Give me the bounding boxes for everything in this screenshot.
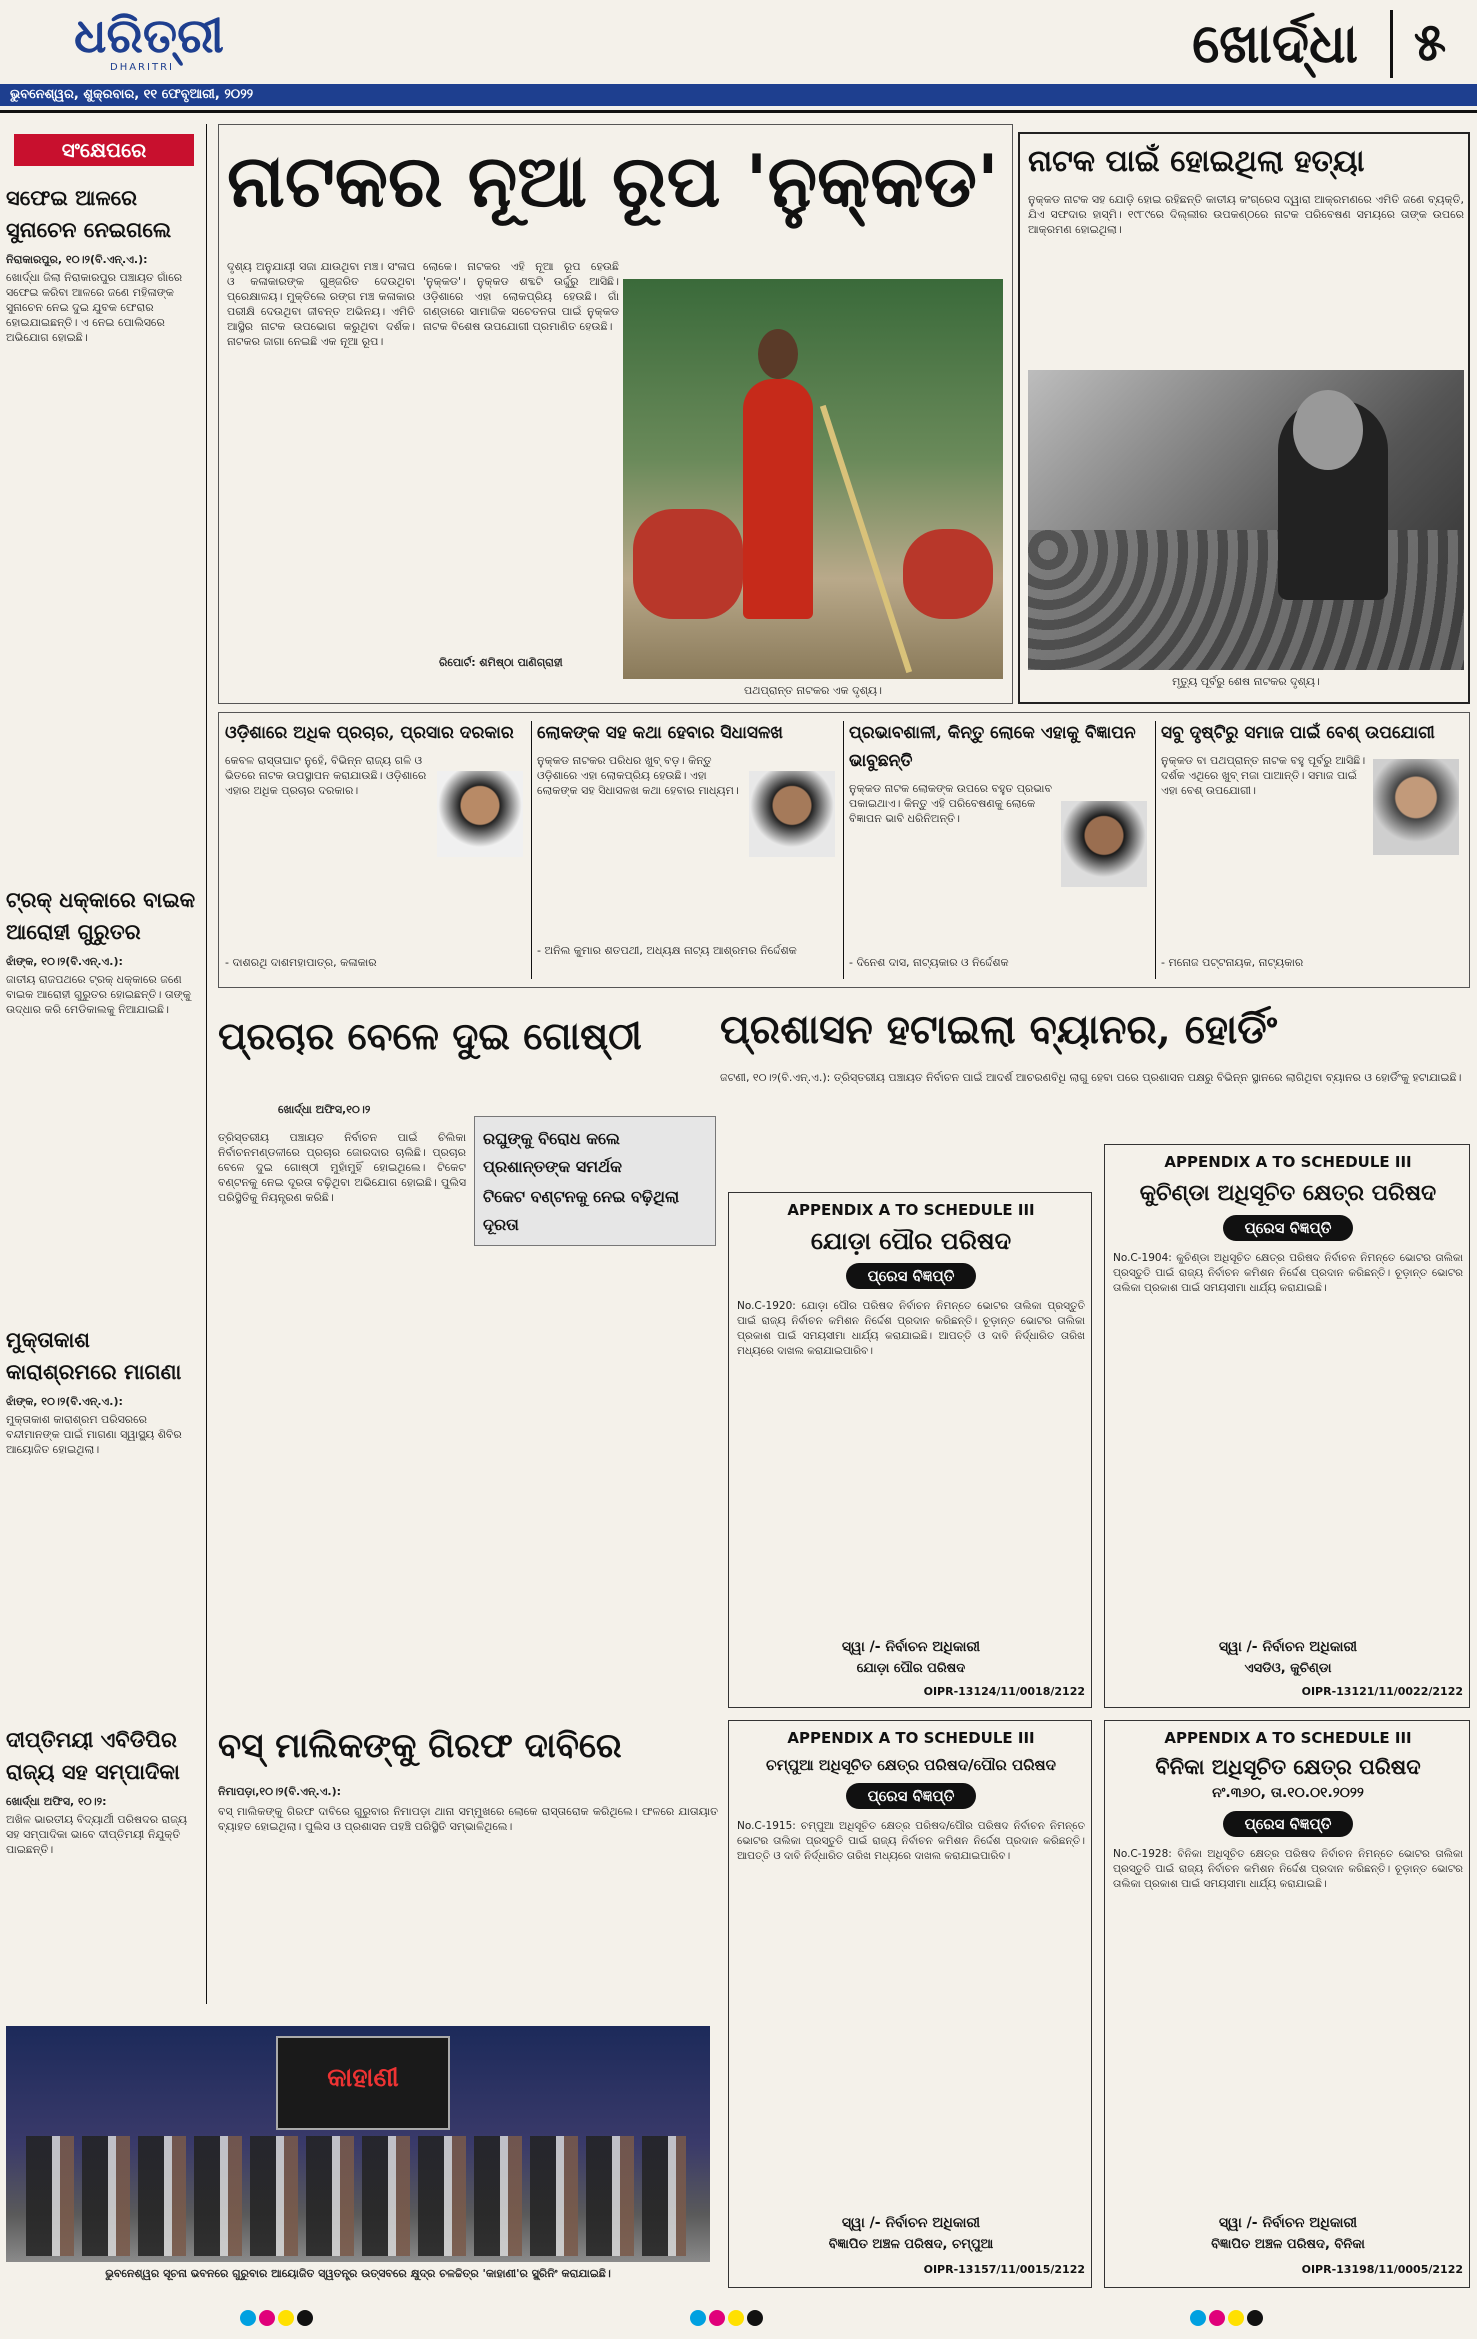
- opinion-card: [225, 719, 525, 981]
- notice-sign: ସ୍ୱା /- ନିର୍ବାଚନ ଅଧିକାରୀ: [1218, 1639, 1358, 1655]
- notice-title: ଯୋଡ଼ା ପୌର ପରିଷଦ: [810, 1226, 1012, 1255]
- opinion-headline: ଲୋକଙ୍କ ସହ କଥା ହେବାର ସିଧାସଳଖ: [537, 723, 783, 743]
- brief-body: ଜାତୀୟ ରାଜପଥରେ ଟ୍ରକ୍ ଧକ୍କାରେ ଜଣେ ବାଇକ ଆରୋହୀ ଗୁରୁତର ହୋଇଛନ୍ତି। ତାଙ୍କୁ ଉଦ୍ଧାର କରି ମେଡିକାଲକୁ ନିଆଯାଇଛି।: [6, 973, 191, 1016]
- notice-pill-wrap: [1105, 1215, 1471, 1245]
- opinion-divider: [1155, 721, 1156, 979]
- section-divider: [1390, 10, 1393, 78]
- story-headline: ବସ୍ ମାଲିକଙ୍କୁ ଗିରଫ ଦାବିରେ: [218, 1726, 622, 1766]
- staff-prop: [820, 405, 912, 673]
- opinion-byline: - ମନୋଜ ପଟ୍ଟନାୟକ, ନାଟ୍ୟକାର: [1161, 956, 1304, 969]
- portrait: [749, 771, 835, 857]
- notice-sign: ସ୍ୱା /- ନିର୍ବାଚନ ଅଧିକାରୀ: [841, 1639, 981, 1655]
- brief-title: ଟ୍ରକ୍ ଧକ୍କାରେ ବାଇକ ଆରୋହୀ ଗୁରୁତର: [6, 887, 196, 944]
- lead-photo-caption: ପଥପ୍ରାନ୍ତ ନାଟକର ଏକ ଦୃଶ୍ୟ।: [744, 684, 882, 697]
- brief-label: ସଂକ୍ଷେପରେ: [14, 134, 194, 166]
- brief-body: ଖୋର୍ଦ୍ଧା ଜିଲା ନିରାକାରପୁର ପଞ୍ଚାୟତ ଗାଁରେ ସଫେଇ କରିବା ଆଳରେ ଜଣେ ମହିଳାଙ୍କ ସୁନାଚେନ ନେଇ ଦୁଇ ଯୁବକ ଫେରାର ହୋଇଯାଇଛନ୍ତି। ଏ ନେଇ ପୋଲିସରେ ଅଭିଯୋଗ ହୋଇଛି।: [6, 271, 183, 344]
- notice-box: [728, 1720, 1092, 2288]
- opinion-byline: - ଦିନେଶ ଦାସ, ନାଟ୍ୟକାର ଓ ନିର୍ଦ୍ଦେଶକ: [849, 956, 1009, 969]
- notice-title: ବିନିକା ଅଧିସୂଚିତ କ୍ଷେତ୍ର ପରିଷଦ: [1155, 1754, 1421, 1779]
- notice-ref: OIPR-13121/11/0022/2122: [1301, 1685, 1463, 1698]
- lead-story: [218, 124, 1013, 704]
- story-dateline: ନିମାପଡ଼ା,୧୦।୨(ବି.ଏନ୍.ଏ.):: [218, 1785, 342, 1798]
- press-release-pill: ପ୍ରେସ ବିଜ୍ଞପ୍ତି: [1223, 1215, 1354, 1241]
- notice-appendix: APPENDIX A TO SCHEDULE III: [787, 1729, 1035, 1747]
- notice-title: କୁଚିଣ୍ଡା ଅଧିସୂଚିତ କ୍ଷେତ୍ର ପରିଷଦ: [1139, 1180, 1437, 1206]
- performer-head: [758, 329, 798, 379]
- opinion-divider: [843, 721, 844, 979]
- poster-title: କାହାଣୀ: [327, 2063, 399, 2093]
- opinion-card: [537, 719, 837, 981]
- press-release-pill: ପ୍ରେସ ବିଜ୍ଞପ୍ତି: [846, 1263, 977, 1289]
- notice-box: [1104, 1144, 1470, 1708]
- brief-body: ମୁକ୍ତାକାଶ କାରାଶ୍ରମ ପରିସରରେ ବନ୍ଦୀମାନଙ୍କ ପାଇଁ ମାଗଣା ସ୍ୱାସ୍ଥ୍ୟ ଶିବିର ଆୟୋଜିତ ହୋଇଥିଲା।: [6, 1413, 182, 1456]
- lead-body-right: ଲୋକେ। ନାଟକର ଏହି ନୂଆ ରୂପ ହେଉଛି 'ନୁକ୍କଡ'। ନୁକ୍କଡ ଶବ୍ଦଟି ଉର୍ଦ୍ଦୁରୁ ଆସିଛି। ଓଡ଼ିଶାରେ ଏହା ଲୋକପ୍ରିୟ ହେଉଛି। ଗାଁ ଗଣ୍ଡାରେ ସାମାଜିକ ସଚେତନତା ପାଇଁ ନୁକ୍କଡ ନାଟକ ବିଶେଷ ଉପଯୋଗୀ ପ୍ରମାଣିତ ହେଉଛି।: [423, 260, 619, 333]
- people-row: [26, 2136, 686, 2256]
- highlight-item: ଟିକେଟ ବଣ୍ଟନକୁ ନେଇ ବଢ଼ିଥିଲା ଦୂରତା: [483, 1187, 680, 1234]
- dateline: ଭୁବନେଶ୍ୱର, ଶୁକ୍ରବାର, ୧୧ ଫେବୃଆରୀ, ୨୦୨୨: [10, 87, 254, 102]
- notice-sign: ସ୍ୱା /- ନିର୍ବାଚନ ଅଧିକାରୀ: [1218, 2215, 1358, 2231]
- notice-body: No.C-1904: କୁଚିଣ୍ଡା ଅଧିସୂଚିତ କ୍ଷେତ୍ର ପରିଷଦ ନିର୍ବାଚନ ନିମନ୍ତେ ଭୋଟର ତାଲିକା ପ୍ରସ୍ତୁତି ପାଇଁ ରାଜ୍ୟ ନିର୍ବାଚନ କମିଶନ ନିର୍ଦ୍ଦେଶ ପ୍ରଦାନ କରିଛନ୍ତି। ଚୂଡ଼ାନ୍ତ ଭୋଟର ତାଲିକା ପ୍ରକାଶ ପାଇଁ ସମୟସୀମା ଧାର୍ଯ୍ୟ କରାଯାଇଛି।: [1113, 1252, 1463, 1294]
- brief-dateline: ଖୋର୍ଦ୍ଧା ଅଫିସ, ୧୦।୨:: [6, 1795, 107, 1808]
- opinion-byline: - ଦାଶରଥି ଦାଶମହାପାତ୍ର, କଳାକାର: [225, 956, 377, 969]
- notice-sign: ସ୍ୱା /- ନିର୍ବାଚନ ଅଧିକାରୀ: [841, 2215, 981, 2231]
- registration-marks: [1190, 2310, 1300, 2330]
- story-bus: [218, 1716, 718, 2016]
- highlight-box: [474, 1116, 716, 1246]
- notice-ref: OIPR-13157/11/0015/2122: [923, 2263, 1085, 2276]
- story-clash: [218, 1000, 718, 1690]
- screen-poster: [276, 2036, 450, 2130]
- performer-figure: [743, 379, 813, 619]
- press-release-pill: ପ୍ରେସ ବିଜ୍ଞପ୍ତି: [1223, 1811, 1354, 1837]
- sidebar-photo: [1028, 370, 1464, 670]
- highlight-item: ରଘୁଙ୍କୁ ବିରୋଧ କଲେ ପ୍ରଶାନ୍ତଙ୍କ ସମର୍ଥକ: [483, 1129, 622, 1176]
- sidebar-body: ନୁକ୍କଡ ନାଟକ ସହ ଯୋଡ଼ି ହୋଇ ରହିଛନ୍ତି କାତୀୟ କଂଗ୍ରେସ ଦ୍ୱାରା ଆକ୍ରମଣରେ ଏମିତି ଜଣେ ବ୍ୟକ୍ତି, ଯିଏ ସଫଦାର ହାସ୍ମି। ୧୯୮୯ରେ ଦିଲ୍ଲୀର ଉପକଣ୍ଠରେ ନାଟକ ପରିବେଷଣ ସମୟରେ ତାଙ୍କ ଉପରେ ଆକ୍ରମଣ ହୋଇଥିଲା।: [1028, 193, 1464, 236]
- registration-marks: [690, 2310, 800, 2330]
- event-photo: [6, 2026, 710, 2262]
- notice-office: ଏସଡିଓ, କୁଚିଣ୍ଡା: [1244, 1661, 1332, 1676]
- notice-office: ଯୋଡ଼ା ପୌର ପରିଷଦ: [856, 1661, 966, 1676]
- story-body: ଜଟଣୀ, ୧୦।୨(ବି.ଏନ୍.ଏ.): ତ୍ରିସ୍ତରୀୟ ପଞ୍ଚାୟତ ନିର୍ବାଚନ ପାଇଁ ଆଦର୍ଶ ଆଚରଣବିଧି ଲାଗୁ ହେବା ପରେ ପ୍ରଶାସନ ପକ୍ଷରୁ ବିଭିନ୍ନ ସ୍ଥାନରେ ଲାଗିଥିବା ବ୍ୟାନର ଓ ହୋର୍ଡିଂକୁ ହଟାଯାଇଛି।: [720, 1071, 1462, 1084]
- story-headline: ପ୍ରଶାସନ ହଟାଇଲା ବ୍ୟାନର, ହୋର୍ଡିଂ: [720, 1006, 1278, 1053]
- brief-body: ଅଖିଳ ଭାରତୀୟ ବିଦ୍ୟାର୍ଥୀ ପରିଷଦର ରାଜ୍ୟ ସହ ସମ୍ପାଦିକା ଭାବେ ଦୀପ୍ତିମୟୀ ନିଯୁକ୍ତି ପାଇଛନ୍ତି।: [6, 1813, 187, 1856]
- dateline-bar: [0, 84, 1477, 106]
- portrait: [437, 771, 523, 857]
- portrait: [1373, 759, 1459, 855]
- crowd-texture: [1028, 530, 1464, 670]
- notice-office: ବିଜ୍ଞାପିତ ଅଞ୍ଚଳ ପରିଷଦ, ବିନିକା: [1211, 2237, 1365, 2252]
- lead-body-left: ଦୃଶ୍ୟ ଅନୁଯାୟୀ ସଜା ଯାଉଥିବା ମଞ୍ଚ। ସଂଳାପ ଓ କଳାକାରଙ୍କ ଗୁଞ୍ଜରିତ ଦେଉଥିବା ପ୍ରେକ୍ଷାଳୟ। ମୁକ୍ତିଲେ ରଙ୍ଗ ମଞ୍ଚ କଳାକାର ପରୀକ୍ଷି ଦେଉଥିବା ଜୀବନ୍ତ ଅଭିନୟ। ଏମିତି ଆସ୍ଥିର ନାଟକ ଉପଭୋଗ କରୁଥିବା ଦର୍ଶକ। ନାଟକର ଜାଗା ନେଇଛି ଏକ ନୂଆ ରୂପ।: [227, 260, 415, 348]
- event-photo-caption: ଭୁବନେଶ୍ୱର ସୂଚନା ଭବନରେ ଗୁରୁବାର ଆୟୋଜିତ ସ୍ୱତନ୍ତ୍ର ଉତ୍ସବରେ କ୍ଷୁଦ୍ର ଚଳଚ୍ଚିତ୍ର 'କାହାଣୀ'ର ସ୍କ୍ରିନିଂ କରାଯାଇଛି।: [105, 2267, 611, 2280]
- story-dateline: ଖୋର୍ଦ୍ଧା ଅଫିସ,୧୦।୨: [278, 1103, 371, 1116]
- brief-title: ସଫେଇ ଆଳରେ ସୁନାଚେନ ନେଇଗଲେ: [6, 185, 172, 242]
- lead-reporter: ରିପୋର୍ଟ: ଶମିଷ୍ଠା ପାଣିଗ୍ରାହୀ: [439, 656, 563, 669]
- section-title: ଖୋର୍ଦ୍ଧା: [1192, 11, 1358, 75]
- opinion-body: କେବଳ ରାସ୍ତାଘାଟ ନୁହେଁ, ବିଭିନ୍ନ ରାଜ୍ୟ ଗଳି ଓ ଭିତରେ ନାଟକ ଉପସ୍ଥାପନ କରାଯାଉଛି। ଓଡ଼ିଶାରେ ଏହାର ଅଧିକ ପ୍ରଚାର ଦରକାର।: [225, 754, 427, 797]
- notice-subtitle: ନଂ.୩୬୦, ତା.୧୦.୦୧.୨୦୨୨: [1212, 1785, 1364, 1801]
- opinion-divider: [531, 721, 532, 979]
- notice-ref: OIPR-13124/11/0018/2122: [923, 1685, 1085, 1698]
- logo: ଧରିତ୍ରୀ: [74, 8, 224, 64]
- opinion-body: ନୁକ୍କଡ ନାଟକ ଲୋକଙ୍କ ଉପରେ ବହୁତ ପ୍ରଭାବ ପକାଇଥାଏ। କିନ୍ତୁ ଏହି ପରିବେଷଣକୁ ଲୋକେ ବିଜ୍ଞାପନ ଭାବି ଧରିନିଅନ୍ତି।: [849, 782, 1052, 825]
- opinion-byline: - ଅନିଲ କୁମାର ଶତପଥୀ, ଅଧ୍ୟକ୍ଷ ନାଟ୍ୟ ଆଶ୍ରମର ନିର୍ଦ୍ଦେଶକ: [537, 944, 797, 957]
- opinion-headline: ଓଡ଼ିଶାରେ ଅଧିକ ପ୍ରଚାର, ପ୍ରସାର ଦରକାର: [225, 723, 514, 743]
- brief-dateline: ଝାଁଙ୍କ, ୧୦।୨(ବି.ଏନ୍.ଏ.):: [6, 955, 123, 968]
- notice-appendix: APPENDIX A TO SCHEDULE III: [1164, 1729, 1412, 1747]
- sidebar-headline: ନାଟକ ପାଇଁ ହୋଇଥିଲା ହତ୍ୟା: [1028, 144, 1365, 179]
- actors-group: [903, 529, 993, 619]
- lead-headline: ନାଟକର ନୂଆ ରୂପ 'ନୁକ୍କଡ': [227, 138, 999, 223]
- notice-body: No.C-1928: ବିନିକା ଅଧିସୂଚିତ କ୍ଷେତ୍ର ପରିଷଦ ନିର୍ବାଚନ ନିମନ୍ତେ ଭୋଟର ତାଲିକା ପ୍ରସ୍ତୁତି ପାଇଁ ରାଜ୍ୟ ନିର୍ବାଚନ କମିଶନ ନିର୍ଦ୍ଦେଶ ପ୍ରଦାନ କରିଛନ୍ତି। ଚୂଡ଼ାନ୍ତ ଭୋଟର ତାଲିକା ପ୍ରକାଶ ପାଇଁ ସମୟସୀମା ଧାର୍ଯ୍ୟ କରାଯାଇଛି।: [1113, 1848, 1463, 1890]
- story-body: ତ୍ରିସ୍ତରୀୟ ପଞ୍ଚାୟତ ନିର୍ବାଚନ ପାଇଁ ଚିଲିକା ନିର୍ବାଚନମଣ୍ଡଳୀରେ ପ୍ରଚାର ଜୋରଦାର ଚାଲିଛି। ପ୍ରଚାର ବେଳେ ଦୁଇ ଗୋଷ୍ଠୀ ମୁହାଁମୁହିଁ ହୋଇଥିଲେ। ଟିକେଟ ବଣ୍ଟନକୁ ନେଇ ଦୂରତା ବଢ଼ିଥିବା ଅଭିଯୋଗ ହୋଇଛି। ପୁଲିସ ପରିସ୍ଥିତିକୁ ନିୟନ୍ତ୍ରଣ କରିଛି।: [218, 1131, 466, 1204]
- opinion-card: [1161, 719, 1463, 981]
- notice-office: ବିଜ୍ଞାପିତ ଅଞ୍ଚଳ ପରିଷଦ, ଚମ୍ପୁଆ: [828, 2237, 994, 2252]
- opinion-headline: ପ୍ରଭାବଶାଳୀ, କିନ୍ତୁ ଲୋକେ ଏହାକୁ ବିଜ୍ଞାପନ ଭାବୁଛନ୍ତି: [849, 723, 1136, 771]
- masthead: [0, 0, 1477, 130]
- opinion-headline: ସବୁ ଦୃଷ୍ଟିରୁ ସମାଜ ପାଇଁ ବେଶ୍ ଉପଯୋଗୀ: [1161, 723, 1435, 743]
- notice-title: ଚମ୍ପୁଆ ଅଧିସୂଚିତ କ୍ଷେତ୍ର ପରିଷଦ/ପୌର ପରିଷଦ: [766, 1756, 1056, 1774]
- opinion-body: ନୁକ୍କଡ ନାଟକର ପରିଧର ଖୁବ୍ ବଡ଼। କିନ୍ତୁ ଓଡ଼ିଶାରେ ଏହା ଲୋକପ୍ରିୟ ହେଉଛି। ଏହା ଲୋକଙ୍କ ସହ ସିଧାସଳଖ କଥା ହେବାର ମାଧ୍ୟମ।: [537, 754, 739, 797]
- opinions-row: [218, 712, 1470, 988]
- masthead-rule: [0, 110, 1477, 113]
- logo-subtitle: DHARITRI: [110, 62, 174, 73]
- notice-pill-wrap: [729, 1263, 1093, 1293]
- notice-appendix: APPENDIX A TO SCHEDULE III: [1164, 1153, 1412, 1171]
- notice-body: No.C-1920: ଯୋଡ଼ା ପୌର ପରିଷଦ ନିର୍ବାଚନ ନିମନ୍ତେ ଭୋଟର ତାଲିକା ପ୍ରସ୍ତୁତି ପାଇଁ ରାଜ୍ୟ ନିର୍ବାଚନ କମିଶନ ନିର୍ଦ୍ଦେଶ ପ୍ରଦାନ କରିଛନ୍ତି। ଚୂଡ଼ାନ୍ତ ଭୋଟର ତାଲିକା ପ୍ରକାଶ ପାଇଁ ସମୟସୀମା ଧାର୍ଯ୍ୟ କରାଯାଇଛି। ଆପତ୍ତି ଓ ଦାବି ନିର୍ଦ୍ଧାରିତ ତାରିଖ ମଧ୍ୟରେ ଦାଖଲ କରାଯାଇପାରିବ।: [737, 1300, 1085, 1357]
- brief-dateline: ନିରାକାରପୁର, ୧୦।୨(ବି.ଏନ୍.ଏ.):: [6, 253, 148, 266]
- portrait: [1061, 801, 1147, 887]
- column-divider: [206, 124, 207, 2004]
- notice-box: [728, 1192, 1092, 1708]
- man-face: [1293, 390, 1363, 470]
- opinion-body: ନୁକ୍କଡ ବା ପଥପ୍ରାନ୍ତ ନାଟକ ବହୁ ପୂର୍ବରୁ ଆସିଛି। ଦର୍ଶକ ଏଥିରେ ଖୁବ୍ ମଜା ପାଆନ୍ତି। ସମାଜ ପାଇଁ ଏହା ବେଶ୍ ଉପଯୋଗୀ।: [1161, 754, 1366, 797]
- brief-dateline: ଝାଁଙ୍କ, ୧୦।୨(ବି.ଏନ୍.ଏ.):: [6, 1395, 123, 1408]
- brief-title: ମୁକ୍ତାକାଶ କାରାଶ୍ରମରେ ମାଗଣା: [6, 1327, 182, 1384]
- brief-column: [6, 124, 200, 2054]
- registration-marks: [240, 2310, 350, 2330]
- notice-appendix: APPENDIX A TO SCHEDULE III: [787, 1201, 1035, 1219]
- notice-body: No.C-1915: ଚମ୍ପୁଆ ଅଧିସୂଚିତ କ୍ଷେତ୍ର ପରିଷଦ/ପୌର ପରିଷଦ ନିର୍ବାଚନ ନିମନ୍ତେ ଭୋଟର ତାଲିକା ପ୍ରସ୍ତୁତି ପାଇଁ ରାଜ୍ୟ ନିର୍ବାଚନ କମିଶନ ନିର୍ଦ୍ଦେଶ ପ୍ରଦାନ କରିଛନ୍ତି। ଆପତ୍ତି ଓ ଦାବି ନିର୍ଦ୍ଧାରିତ ତାରିଖ ମଧ୍ୟରେ ଦାଖଲ କରାଯାଇପାରିବ।: [737, 1820, 1085, 1862]
- sidebar-story: [1018, 132, 1470, 704]
- brief-title: ଦୀପ୍ତିମୟୀ ଏବିଡିପିର ରାଜ୍ୟ ସହ ସମ୍ପାଦିକା: [6, 1727, 180, 1784]
- notice-pill-wrap: [729, 1783, 1093, 1813]
- actors-group: [633, 509, 743, 619]
- lead-photo: [623, 279, 1003, 679]
- notice-pill-wrap: [1105, 1811, 1471, 1841]
- notice-box: [1104, 1720, 1470, 2288]
- story-headline: ପ୍ରଚାର ବେଳେ ଦୁଇ ଗୋଷ୍ଠୀ: [218, 1013, 642, 1058]
- press-release-pill: ପ୍ରେସ ବିଜ୍ଞପ୍ତି: [846, 1783, 977, 1809]
- page-number: ୫: [1413, 12, 1447, 73]
- notice-ref: OIPR-13198/11/0005/2122: [1301, 2263, 1463, 2276]
- opinion-card: [849, 719, 1149, 981]
- sidebar-photo-caption: ମୃତ୍ୟୁ ପୂର୍ବରୁ ଶେଷ ନାଟକର ଦୃଶ୍ୟ।: [1172, 675, 1320, 688]
- story-body: ବସ୍ ମାଲିକଙ୍କୁ ଗିରଫ ଦାବିରେ ଗୁରୁବାର ନିମାପଡ଼ା ଥାନା ସମ୍ମୁଖରେ ଲୋକେ ରାସ୍ତାରୋକ କରିଥିଲେ। ଫଳରେ ଯାତାୟାତ ବ୍ୟାହତ ହୋଇଥିଲା। ପୁଲିସ ଓ ପ୍ରଶାସନ ପହଞ୍ଚି ପରିସ୍ଥିତି ସମ୍ଭାଳିଥିଲେ।: [218, 1805, 718, 1833]
- story-banners: [720, 1000, 1470, 1140]
